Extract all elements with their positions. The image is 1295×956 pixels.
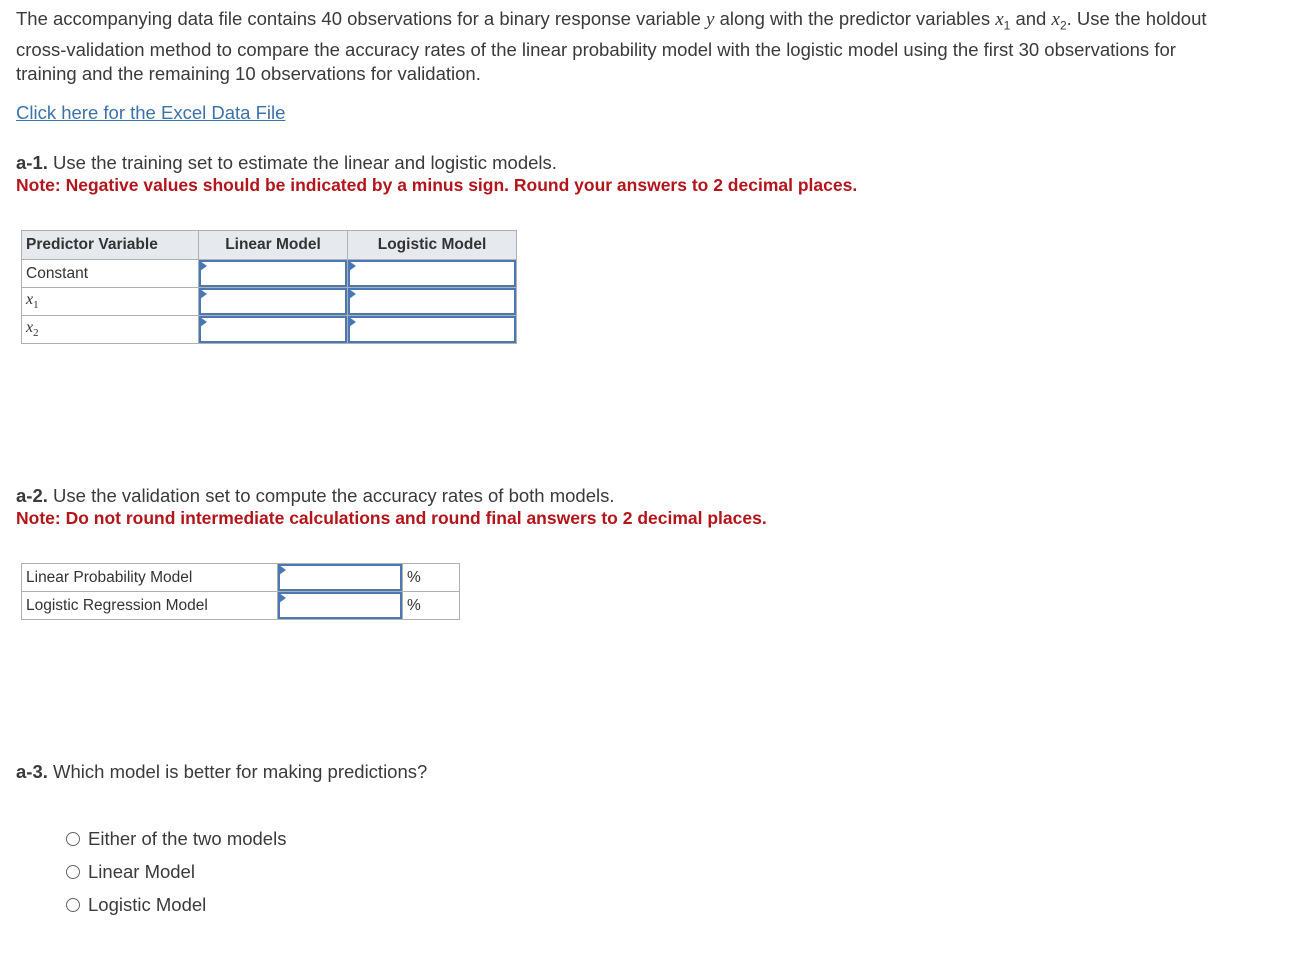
logistic-x1-cell: [348, 288, 517, 316]
header-logistic-model: Logistic Model: [348, 231, 517, 260]
question-text: Use the validation set to compute the accuracy rates of both models.: [47, 485, 615, 506]
var-x1: x: [995, 9, 1004, 30]
linear-constant-input[interactable]: [199, 260, 347, 287]
logistic-constant-cell: [348, 260, 517, 288]
table-row: [22, 288, 517, 316]
accuracy-table: [21, 563, 460, 620]
radio-button-icon[interactable]: [66, 832, 80, 846]
linear-x2-input[interactable]: [199, 316, 347, 343]
var-x: x: [26, 319, 34, 337]
option-label: Logistic Model: [88, 894, 207, 915]
var-x: x: [26, 291, 34, 309]
var-x2: x: [1051, 9, 1060, 30]
row-label-linear-probability: Linear Probability Model: [22, 564, 278, 592]
logistic-x2-cell: [348, 316, 517, 344]
logistic-accuracy-cell: [278, 592, 403, 620]
header-predictor-variable: Predictor Variable: [22, 231, 199, 260]
row-label-x2: [22, 316, 199, 344]
intro-text: The accompanying data file contains 40 observations for a binary response variable: [16, 8, 707, 29]
table-row: [22, 564, 460, 592]
radio-button-icon[interactable]: [66, 865, 80, 879]
question-text: Which model is better for making predictions?: [47, 761, 428, 782]
var-x2-sub: 2: [1059, 18, 1067, 33]
question-number: a-1.: [16, 152, 48, 173]
table-row: [22, 316, 517, 344]
linear-x2-cell: [199, 316, 348, 344]
intro-text: . Use the holdout cross-validation method to compare the accuracy rates of the linear probability model with the logistic model using the first 30 observations for training and the remaining 10 observations for validation.: [16, 8, 1207, 84]
logistic-constant-input[interactable]: [348, 260, 516, 287]
intro-text: along with the predictor variables: [714, 8, 996, 29]
option-logistic-model[interactable]: [66, 894, 206, 916]
var-x1-sub: 1: [1003, 18, 1011, 33]
table-row: [22, 260, 517, 288]
coefficients-table: [21, 230, 517, 344]
row-label-constant: Constant: [22, 260, 199, 288]
option-label: Either of the two models: [88, 828, 287, 849]
percent-unit: %: [403, 592, 460, 620]
linear-x1-cell: [199, 288, 348, 316]
note-a2: Note: Do not round intermediate calculations and round final answers to 2 decimal places.: [16, 508, 767, 528]
problem-statement: [16, 7, 1216, 85]
var-sub: 1: [33, 299, 39, 312]
table-row: [22, 592, 460, 620]
linear-accuracy-input[interactable]: [278, 564, 402, 591]
table-header-row: [22, 231, 517, 260]
radio-button-icon[interactable]: [66, 898, 80, 912]
var-y: y: [706, 9, 715, 30]
percent-unit: %: [403, 564, 460, 592]
question-number: a-2.: [16, 485, 48, 506]
intro-text: and: [1010, 8, 1052, 29]
logistic-x1-input[interactable]: [348, 288, 516, 315]
logistic-x2-input[interactable]: [348, 316, 516, 343]
option-either-model[interactable]: [66, 828, 286, 850]
linear-constant-cell: [199, 260, 348, 288]
linear-accuracy-cell: [278, 564, 403, 592]
option-label: Linear Model: [88, 861, 195, 882]
header-linear-model: Linear Model: [199, 231, 348, 260]
var-sub: 2: [33, 327, 39, 340]
question-a2: [16, 484, 615, 507]
question-number: a-3.: [16, 761, 48, 782]
logistic-accuracy-input[interactable]: [278, 592, 402, 619]
linear-x1-input[interactable]: [199, 288, 347, 315]
option-linear-model[interactable]: [66, 861, 195, 883]
question-a1: [16, 151, 557, 174]
question-a3: [16, 760, 427, 783]
excel-data-file-link[interactable]: Click here for the Excel Data File: [16, 102, 286, 123]
row-label-logistic-regression: Logistic Regression Model: [22, 592, 278, 620]
note-a1: Note: Negative values should be indicated by a minus sign. Round your answers to 2 decimal places.: [16, 175, 858, 195]
question-text: Use the training set to estimate the linear and logistic models.: [47, 152, 557, 173]
row-label-x1: [22, 288, 199, 316]
